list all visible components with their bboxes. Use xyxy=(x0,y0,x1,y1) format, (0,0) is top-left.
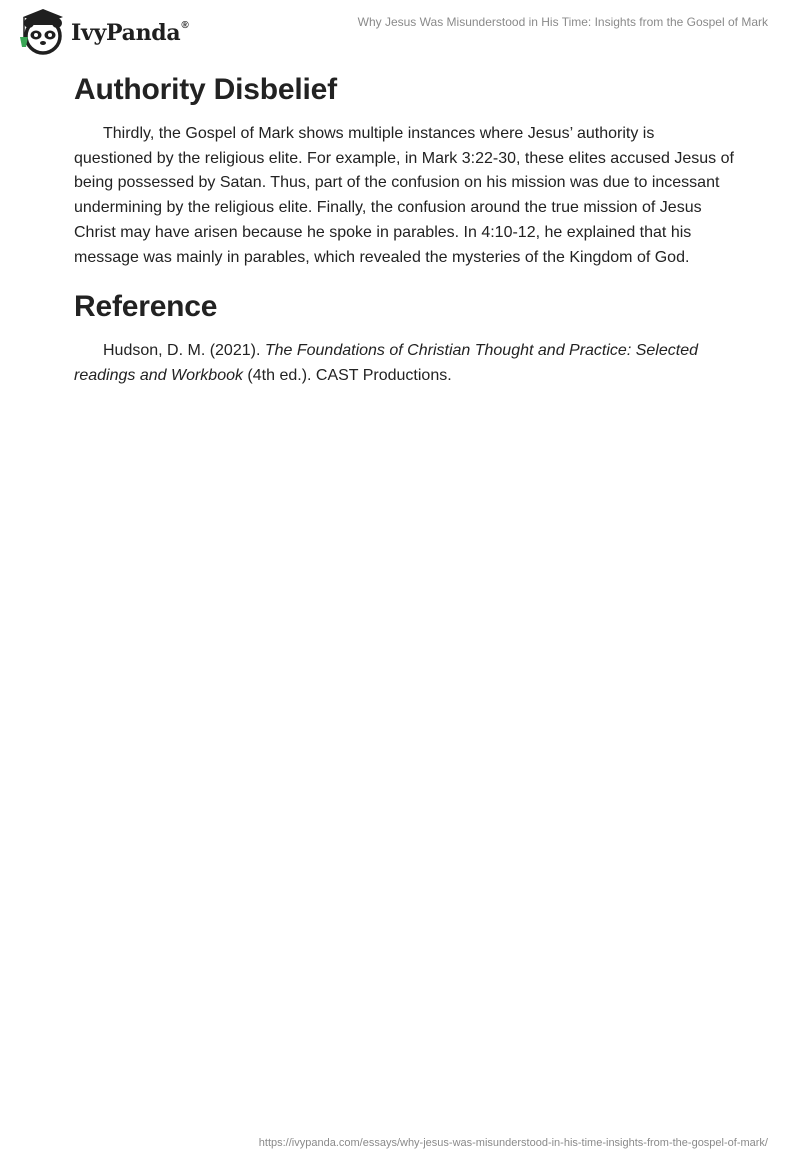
reference-entry xyxy=(74,339,734,388)
document-title: Why Jesus Was Misunderstood in His Time: Insights from the Gospel of Mark xyxy=(357,15,768,29)
panda-graduation-cap-icon xyxy=(15,7,67,57)
reference-author-year: Hudson, D. M. (2021). xyxy=(103,342,265,360)
ivypanda-logo[interactable] xyxy=(15,7,188,57)
section-heading-authority-disbelief: Authority Disbelief xyxy=(74,73,337,106)
document-body xyxy=(74,70,734,389)
body-paragraph: Thirdly, the Gospel of Mark shows multiple instances where Jesus’ authority is questioned by the religious elite. For example, in Mark 3:22-30, these elites accused Jesus of being possessed by Satan. Thus, part of the confusion on his mission was due to incessant undermining by the religious elite. Finally, the confusion around the true mission of Jesus Christ may have arisen because he spoke in parables. In 4:10-12, he explained that his message was mainly in parables, which revealed the mysteries of the Kingdom of God. xyxy=(74,125,734,266)
section-heading-reference: Reference xyxy=(74,290,218,324)
reference-details: (4th ed.). CAST Productions. xyxy=(242,366,452,384)
footer-url-link[interactable]: https://ivypanda.com/essays/why-jesus-was-misunderstood-in-his-time-insights-from-the-gospel-of-mark/ xyxy=(258,1137,768,1149)
registered-mark: ® xyxy=(181,19,189,31)
logo-wordmark: IvyPanda® xyxy=(71,19,189,46)
reference-title: The Foundations of Christian Thought and Practice: Selected readings and Workbook xyxy=(74,342,698,384)
